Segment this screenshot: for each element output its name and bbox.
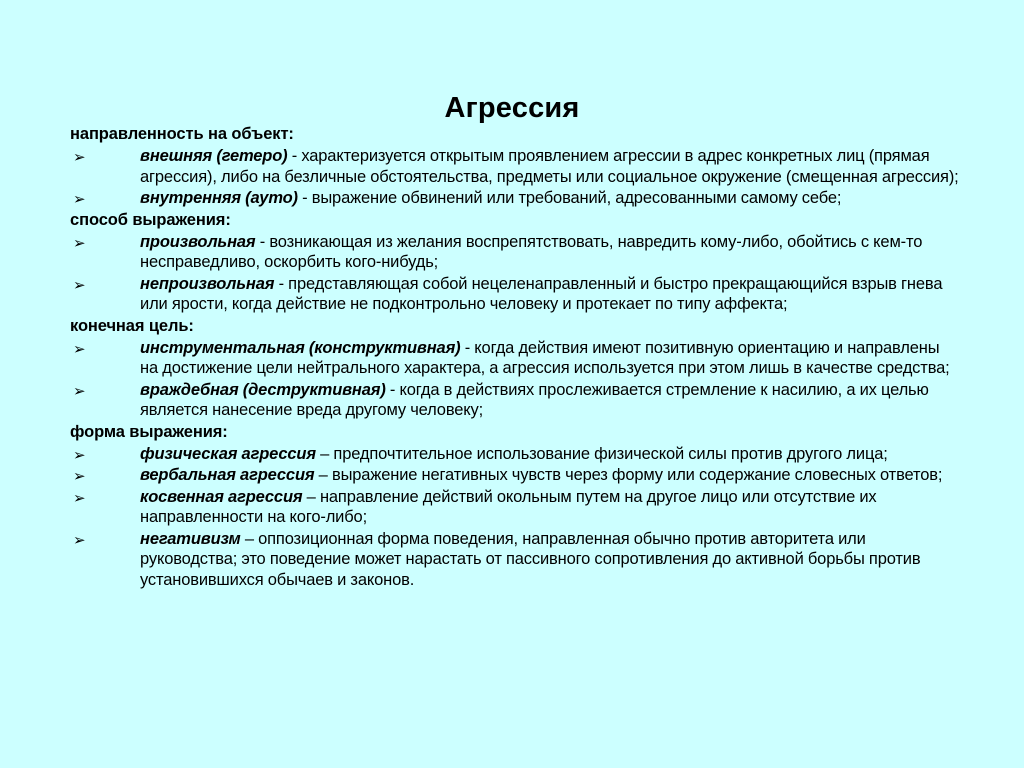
- section-konechnaya-cel: [70, 316, 960, 421]
- list-item: [70, 529, 960, 591]
- section-sposob-vyrazheniya: [70, 210, 960, 315]
- term-label: инструментальная (конструктивная): [140, 338, 461, 357]
- list-item: [70, 146, 960, 187]
- list-item: [70, 188, 960, 209]
- term-description: – оппозиционная форма поведения, направленная обычно против авторитета или руководства; это поведение может нарастать от пассивного сопротивления до активной борьбы против установившихся обычаев и законов.: [140, 529, 921, 589]
- term-description: – предпочтительное использование физической силы против другого лица;: [315, 444, 888, 463]
- term-description: – выражение негативных чувств через форму или содержание словесных ответов;: [314, 466, 943, 484]
- term-label: физическая агрессия: [140, 444, 316, 463]
- arrow-bullet-icon: ➢: [73, 467, 86, 485]
- section-heading: способ выражения:: [70, 210, 231, 229]
- term-description: - представляющая собой нецеленаправленный и быстро прекращающийся взрыв гнева или ярости, когда действие не подконтрольно человеку и протекает по типу аффекта;: [140, 274, 943, 313]
- bullet-list: [70, 146, 960, 209]
- list-item: [70, 487, 960, 528]
- section-heading: форма выражения:: [70, 422, 228, 441]
- term-description: - выражение обвинений или требований, адресованными самому себе;: [297, 189, 842, 207]
- term-label: вербальная агрессия: [140, 466, 315, 484]
- arrow-bullet-icon: ➢: [73, 445, 86, 464]
- arrow-bullet-icon: ➢: [73, 530, 86, 549]
- arrow-bullet-icon: ➢: [73, 381, 86, 400]
- section-forma-vyrazheniya: [70, 422, 960, 591]
- arrow-bullet-icon: ➢: [73, 190, 86, 208]
- slide-content: [70, 124, 960, 591]
- section-heading: конечная цель:: [70, 316, 194, 335]
- term-label: внутренняя (ауто): [140, 189, 298, 207]
- section-heading: направленность на объект:: [70, 125, 294, 143]
- arrow-bullet-icon: ➢: [73, 275, 86, 294]
- list-item: [70, 232, 960, 273]
- bullet-list: [70, 232, 960, 315]
- term-label: косвенная агрессия: [140, 487, 303, 506]
- term-label: негативизм: [140, 529, 241, 548]
- list-item: [70, 380, 960, 421]
- bullet-list: [70, 444, 960, 591]
- term-description: - когда действия имеют позитивную ориентацию и направлены на достижение цели нейтрального характера, а агрессия используется при этом лишь в качестве средства;: [140, 338, 950, 377]
- term-label: враждебная (деструктивная): [140, 380, 386, 399]
- term-label: внешняя (гетеро): [140, 147, 288, 165]
- list-item: [70, 444, 960, 465]
- list-item: [70, 274, 960, 315]
- term-label: произвольная: [140, 232, 256, 251]
- list-item: [70, 465, 960, 486]
- section-napravlennost: [70, 124, 960, 209]
- bullet-list: [70, 338, 960, 421]
- list-item: [70, 338, 960, 379]
- term-label: непроизвольная: [140, 274, 275, 293]
- term-description: - возникающая из желания воспрепятствовать, навредить кому-либо, обойтись с кем-то несправедливо, оскорбить кого-нибудь;: [140, 232, 923, 271]
- arrow-bullet-icon: ➢: [73, 233, 86, 252]
- arrow-bullet-icon: ➢: [73, 148, 86, 166]
- term-description: – направление действий окольным путем на другое лицо или отсутствие их направленности на кого-либо;: [140, 487, 877, 526]
- term-description: - характеризуется открытым проявлением агрессии в адрес конкретных лиц (прямая агрессия), либо на безличные обстоятельства, предметы или социальное окружение (смещенная агрессия);: [140, 147, 959, 186]
- page-title: Агрессия: [444, 92, 580, 125]
- arrow-bullet-icon: ➢: [73, 339, 86, 358]
- arrow-bullet-icon: ➢: [73, 488, 86, 507]
- term-description: - когда в действиях прослеживается стремление к насилию, а их целью является нанесение вреда другому человеку;: [140, 380, 929, 419]
